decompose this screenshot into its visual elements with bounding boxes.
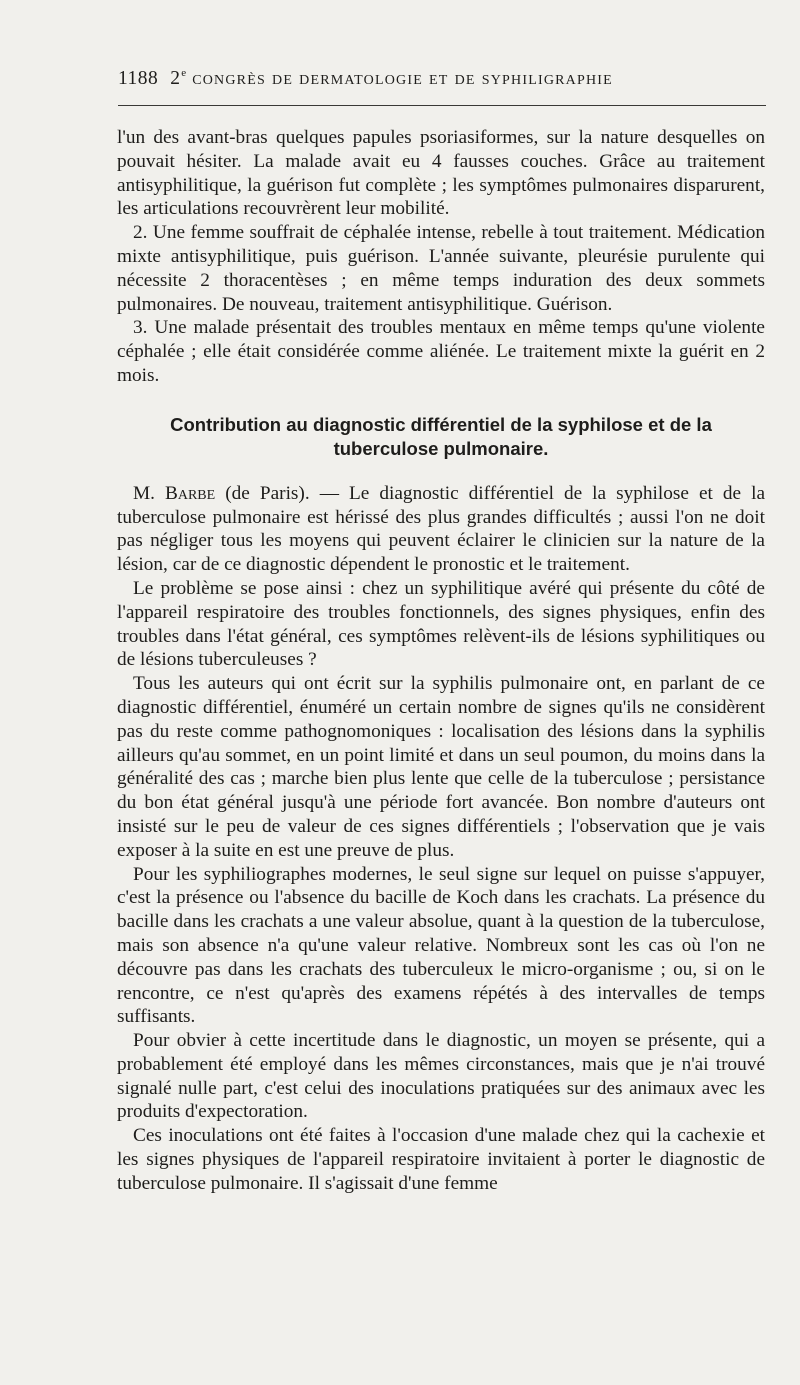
author-paragraph: [117, 482, 765, 577]
paragraph: Tous les auteurs qui ont écrit sur la syphilis pulmonaire ont, en parlant de ce diagnostic différentiel, énuméré un certain nombre de signes qu'ils ne considèrent pas du reste comme pathognomoniques : localisation des lésions dans la syphilis ailleurs qu'au sommet, en un point limité et dans un seul poumon, du moins dans la généralité des cas ; marche bien plus lente que celle de la tuberculose ; persistance du bon état général jusqu'à une période fort avancée. Bon nombre d'auteurs ont insisté sur le peu de valeur de ces signes différentiels ; l'observation que je vais exposer à la suite en est une preuve de plus.: [117, 673, 765, 861]
paragraph: Pour obvier à cette incertitude dans le diagnostic, un moyen se présente, qui a probablement été employé dans les mêmes circonstances, mais que je n'ai trouvé signalé nulle part, c'est celui des inoculations pratiquées sur des animaux avec les produits d'expectoration.: [117, 1030, 765, 1123]
paragraph-text: — Le diagnostic différentiel de la syphilose et de la tuberculose pulmonaire est hérissé des plus grandes difficultés ; aussi l'on ne doit pas négliger tous les moyens qui peuvent éclairer le clinicien sur la nature de la lésion, car de ce diagnostic dépendent le pronostic et le traitement.: [117, 482, 766, 576]
running-header: [118, 67, 770, 93]
paragraph: l'un des avant-bras quelques papules psoriasiformes, sur la nature desquelles on pouvait hésiter. La malade avait eu 4 fausses couches. Grâce au traitement antisyphilitique, la guérison fut complète ; les symptômes pulmonaires disparurent, les articulations recouvrèrent leur mobilité.: [117, 127, 765, 220]
page-number: 1188: [118, 68, 159, 89]
congress-title: congrès de dermatologie et de syphiligraphie: [192, 68, 613, 89]
author-place: (de Paris).: [225, 482, 310, 504]
paragraph: Le problème se pose ainsi : chez un syphilitique avéré qui présente du côté de l'appareil respiratoire des troubles fonctionnels, des signes physiques, enfin des troubles dans l'état général, ces symptômes relèvent-ils de lésions syphilitiques ou de lésions tuberculeuses ?: [117, 577, 765, 671]
paragraph: Pour les syphiliographes modernes, le seul signe sur lequel on puisse s'appuyer, c'est la présence ou l'absence du bacille de Koch dans les crachats. La présence du bacille dans les crachats a une valeur absolue, quant à la question de la tuberculose, mais son absence n'a qu'une valeur relative. Nombreux sont les cas où l'on ne découvre pas dans les crachats des tuberculeux le micro-organisme ; ou, si on le rencontre, ce n'est qu'après des examens répétés à des intervalles de temps suffisants.: [117, 863, 765, 1028]
author-name: Barbe: [165, 482, 216, 504]
paragraph: 2. Une femme souffrait de céphalée intense, rebelle à tout traitement. Médication mixte antisyphilitique, puis guérison. L'année suivante, pleurésie purulente qui nécessite 2 thoracentèses ; en même temps induration des deux sommets pulmonaires. De nouveau, traitement antisyphilitique. Guérison.: [117, 222, 765, 315]
header-rule: [118, 105, 766, 106]
section-title: Contribution au diagnostic différentiel de la syphilose et de la tuberculose pulmonaire.: [170, 413, 712, 459]
body-text: [117, 126, 765, 1196]
author-prefix: M.: [133, 482, 155, 504]
paragraph: Ces inoculations ont été faites à l'occasion d'une malade chez qui la cachexie et les signes physiques de l'appareil respiratoire invitaient à porter le diagnostic de tuberculose pulmonaire. Il s'agissait d'une femme: [117, 1125, 765, 1194]
congress-number: 2: [170, 68, 182, 89]
paragraph: 3. Une malade présentait des troubles mentaux en même temps qu'une violente céphalée ; elle était considérée comme aliénée. Le traitement mixte la guérit en 2 mois.: [117, 317, 765, 386]
congress-superscript: e: [181, 67, 187, 79]
